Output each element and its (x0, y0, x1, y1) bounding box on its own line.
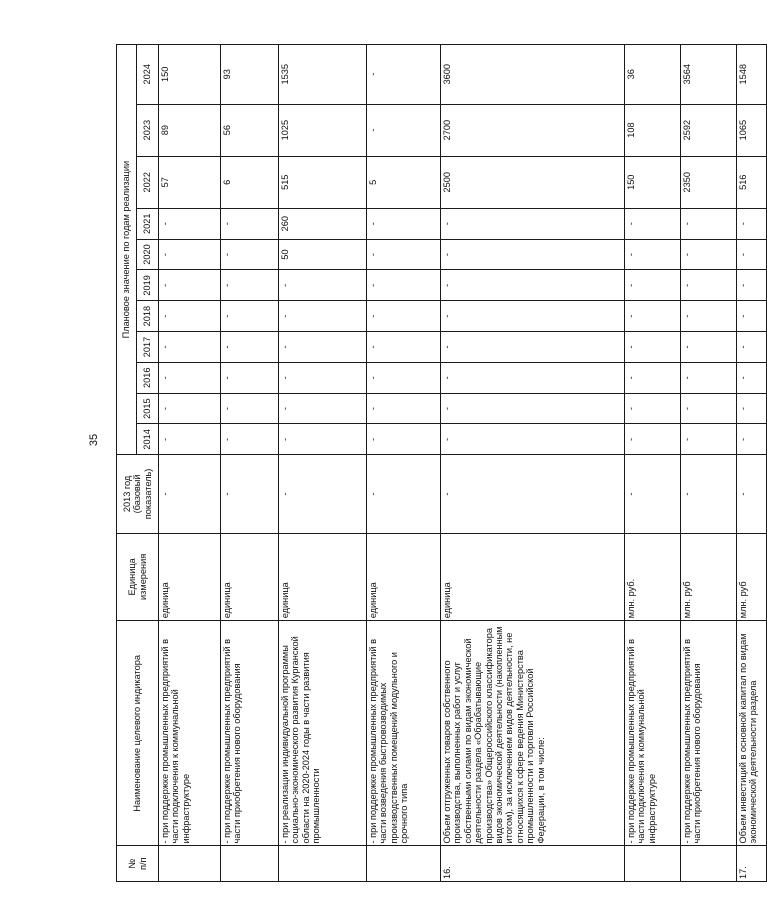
year-value-cell: 260 (279, 208, 367, 239)
unit-cell: млн. руб (681, 533, 737, 621)
year-value-cell: - (159, 424, 221, 455)
year-value-cell: 3600 (441, 45, 625, 105)
unit-cell: млн. руб (737, 533, 767, 621)
year-value-cell: - (737, 362, 767, 393)
header-year: 2019 (137, 270, 159, 301)
year-value-cell: - (625, 393, 681, 424)
year-value-cell: - (625, 362, 681, 393)
table-row (681, 45, 737, 882)
indicator-name: - при поддержке промышленных предприятий в части подключения к коммунальной инфраструктуре (625, 621, 681, 846)
year-value-cell: 1535 (279, 45, 367, 105)
base-value-cell: - (681, 455, 737, 533)
year-value-cell: - (441, 208, 625, 239)
year-value-cell: - (681, 208, 737, 239)
header-year: 2018 (137, 301, 159, 332)
indicator-name: - при поддержке промышленных предприятий в части приобретения нового оборудования (681, 621, 737, 846)
header-year: 2016 (137, 362, 159, 393)
year-value-cell: - (737, 270, 767, 301)
year-value-cell: - (681, 424, 737, 455)
year-value-cell: - (159, 208, 221, 239)
year-value-cell: - (221, 239, 279, 270)
base-value-cell: - (159, 455, 221, 533)
year-value-cell: - (737, 208, 767, 239)
header-year: 2022 (137, 156, 159, 208)
year-value-cell: - (159, 362, 221, 393)
year-value-cell: - (441, 239, 625, 270)
year-value-cell: 5 (367, 156, 441, 208)
year-value-cell: 36 (625, 45, 681, 105)
year-value-cell: - (221, 208, 279, 239)
year-value-cell: 516 (737, 156, 767, 208)
year-value-cell: 6 (221, 156, 279, 208)
year-value-cell: 2500 (441, 156, 625, 208)
row-number (221, 846, 279, 882)
year-value-cell: 1025 (279, 104, 367, 156)
table-body (159, 45, 767, 882)
year-value-cell: - (279, 301, 367, 332)
header-planned-values: Плановое значение по годам реализации (117, 45, 137, 455)
year-value-cell: - (367, 424, 441, 455)
year-value-cell: 93 (221, 45, 279, 105)
unit-cell: млн. руб. (625, 533, 681, 621)
year-value-cell: - (367, 393, 441, 424)
table-row (159, 45, 221, 882)
table-row (367, 45, 441, 882)
year-value-cell: 3564 (681, 45, 737, 105)
year-value-cell: 57 (159, 156, 221, 208)
row-number: 16. (441, 846, 625, 882)
unit-cell: единица (367, 533, 441, 621)
year-value-cell: - (367, 104, 441, 156)
year-value-cell: - (681, 362, 737, 393)
year-value-cell: - (221, 301, 279, 332)
unit-cell: единица (441, 533, 625, 621)
year-value-cell: - (367, 239, 441, 270)
base-value-cell: - (625, 455, 681, 533)
year-value-cell: 1548 (737, 45, 767, 105)
year-value-cell: - (737, 424, 767, 455)
header-year: 2023 (137, 104, 159, 156)
year-value-cell: - (367, 45, 441, 105)
table-row (279, 45, 367, 882)
year-value-cell: - (681, 301, 737, 332)
table-row (625, 45, 681, 882)
year-value-cell: - (625, 208, 681, 239)
year-value-cell: - (737, 301, 767, 332)
year-value-cell: - (279, 393, 367, 424)
header-year: 2017 (137, 332, 159, 363)
year-value-cell: - (279, 332, 367, 363)
year-value-cell: - (681, 332, 737, 363)
year-value-cell: - (221, 393, 279, 424)
base-value-cell: - (737, 455, 767, 533)
unit-cell: единица (221, 533, 279, 621)
year-value-cell: - (625, 424, 681, 455)
year-value-cell: - (441, 424, 625, 455)
year-value-cell: - (367, 301, 441, 332)
year-value-cell: 56 (221, 104, 279, 156)
year-value-cell: - (221, 362, 279, 393)
header-base-year: 2013 год (базовый показатель) (117, 455, 159, 533)
row-number (279, 846, 367, 882)
year-value-cell: - (367, 208, 441, 239)
indicator-name: - при поддержке промышленных предприятий в части возведения быстровозводимых производственных помещений модульного и срочного типа (367, 621, 441, 846)
header-row-1 (117, 45, 137, 882)
year-value-cell: 150 (625, 156, 681, 208)
table-row (737, 45, 767, 882)
page-number: 35 (88, 433, 101, 447)
row-number (367, 846, 441, 882)
year-value-cell: - (279, 362, 367, 393)
row-number (681, 846, 737, 882)
header-number: № п/п (117, 846, 159, 882)
year-value-cell: - (159, 332, 221, 363)
year-value-cell: 89 (159, 104, 221, 156)
indicator-name: - при поддержке промышленных предприятий в части подключения к коммунальной инфраструктуре (159, 621, 221, 846)
year-value-cell: - (625, 332, 681, 363)
header-indicator-name: Наименование целевого индикатора (117, 621, 159, 846)
year-value-cell: - (441, 332, 625, 363)
year-value-cell: 1065 (737, 104, 767, 156)
year-value-cell: - (159, 239, 221, 270)
base-value-cell: - (367, 455, 441, 533)
year-value-cell: - (441, 393, 625, 424)
year-value-cell: - (367, 332, 441, 363)
year-value-cell: - (221, 424, 279, 455)
header-unit: Единица измерения (117, 533, 159, 621)
header-year: 2020 (137, 239, 159, 270)
year-value-cell: - (279, 424, 367, 455)
year-value-cell: 50 (279, 239, 367, 270)
year-value-cell: - (625, 270, 681, 301)
base-value-cell: - (279, 455, 367, 533)
year-value-cell: 2350 (681, 156, 737, 208)
year-value-cell: - (737, 393, 767, 424)
year-value-cell: - (441, 362, 625, 393)
year-value-cell: - (737, 239, 767, 270)
year-value-cell: 108 (625, 104, 681, 156)
year-value-cell: - (625, 301, 681, 332)
year-value-cell: - (221, 332, 279, 363)
header-year: 2021 (137, 208, 159, 239)
year-value-cell: - (681, 239, 737, 270)
indicator-name: Объем отгруженных товаров собственного производства, выполненных работ и услуг собственными силами по видам экономической деятельности раздела «Обрабатывающие производства» Общероссийского классификатора видов экономической деятельности (накопленным итогом), за исключением видов деятельности, не относящихся к сфере ведения Министерства промышленности и торговли Российской Федерации, в том числе: (441, 621, 625, 846)
rotated-table-wrapper (116, 44, 759, 882)
year-value-cell: - (441, 270, 625, 301)
year-value-cell: 2700 (441, 104, 625, 156)
year-value-cell: - (681, 270, 737, 301)
year-value-cell: - (159, 270, 221, 301)
year-value-cell: 2592 (681, 104, 737, 156)
year-value-cell: 150 (159, 45, 221, 105)
row-number: 17. (737, 846, 767, 882)
row-number (159, 846, 221, 882)
header-year: 2024 (137, 45, 159, 105)
year-value-cell: - (625, 239, 681, 270)
year-value-cell: - (367, 362, 441, 393)
year-value-cell: - (159, 393, 221, 424)
year-value-cell: - (367, 270, 441, 301)
year-value-cell: - (737, 332, 767, 363)
header-year: 2014 (137, 424, 159, 455)
year-value-cell: - (221, 270, 279, 301)
unit-cell: единица (159, 533, 221, 621)
indicator-name: - при поддержке промышленных предприятий в части приобретения нового оборудования (221, 621, 279, 846)
header-year: 2015 (137, 393, 159, 424)
year-value-cell: - (441, 301, 625, 332)
year-value-cell: - (681, 393, 737, 424)
table-row (221, 45, 279, 882)
year-value-cell: - (279, 270, 367, 301)
table-row (441, 45, 625, 882)
unit-cell: единица (279, 533, 367, 621)
indicator-name: Объем инвестиций в основной капитал по видам экономической деятельности раздела (737, 621, 767, 846)
year-value-cell: - (159, 301, 221, 332)
row-number (625, 846, 681, 882)
base-value-cell: - (221, 455, 279, 533)
base-value-cell: - (441, 455, 625, 533)
indicators-table (116, 44, 767, 882)
indicator-name: - при реализации индивидуальной программы социально-экономического развития Курганской области на 2020-2024 годы в части развития промышленности (279, 621, 367, 846)
year-value-cell: 515 (279, 156, 367, 208)
